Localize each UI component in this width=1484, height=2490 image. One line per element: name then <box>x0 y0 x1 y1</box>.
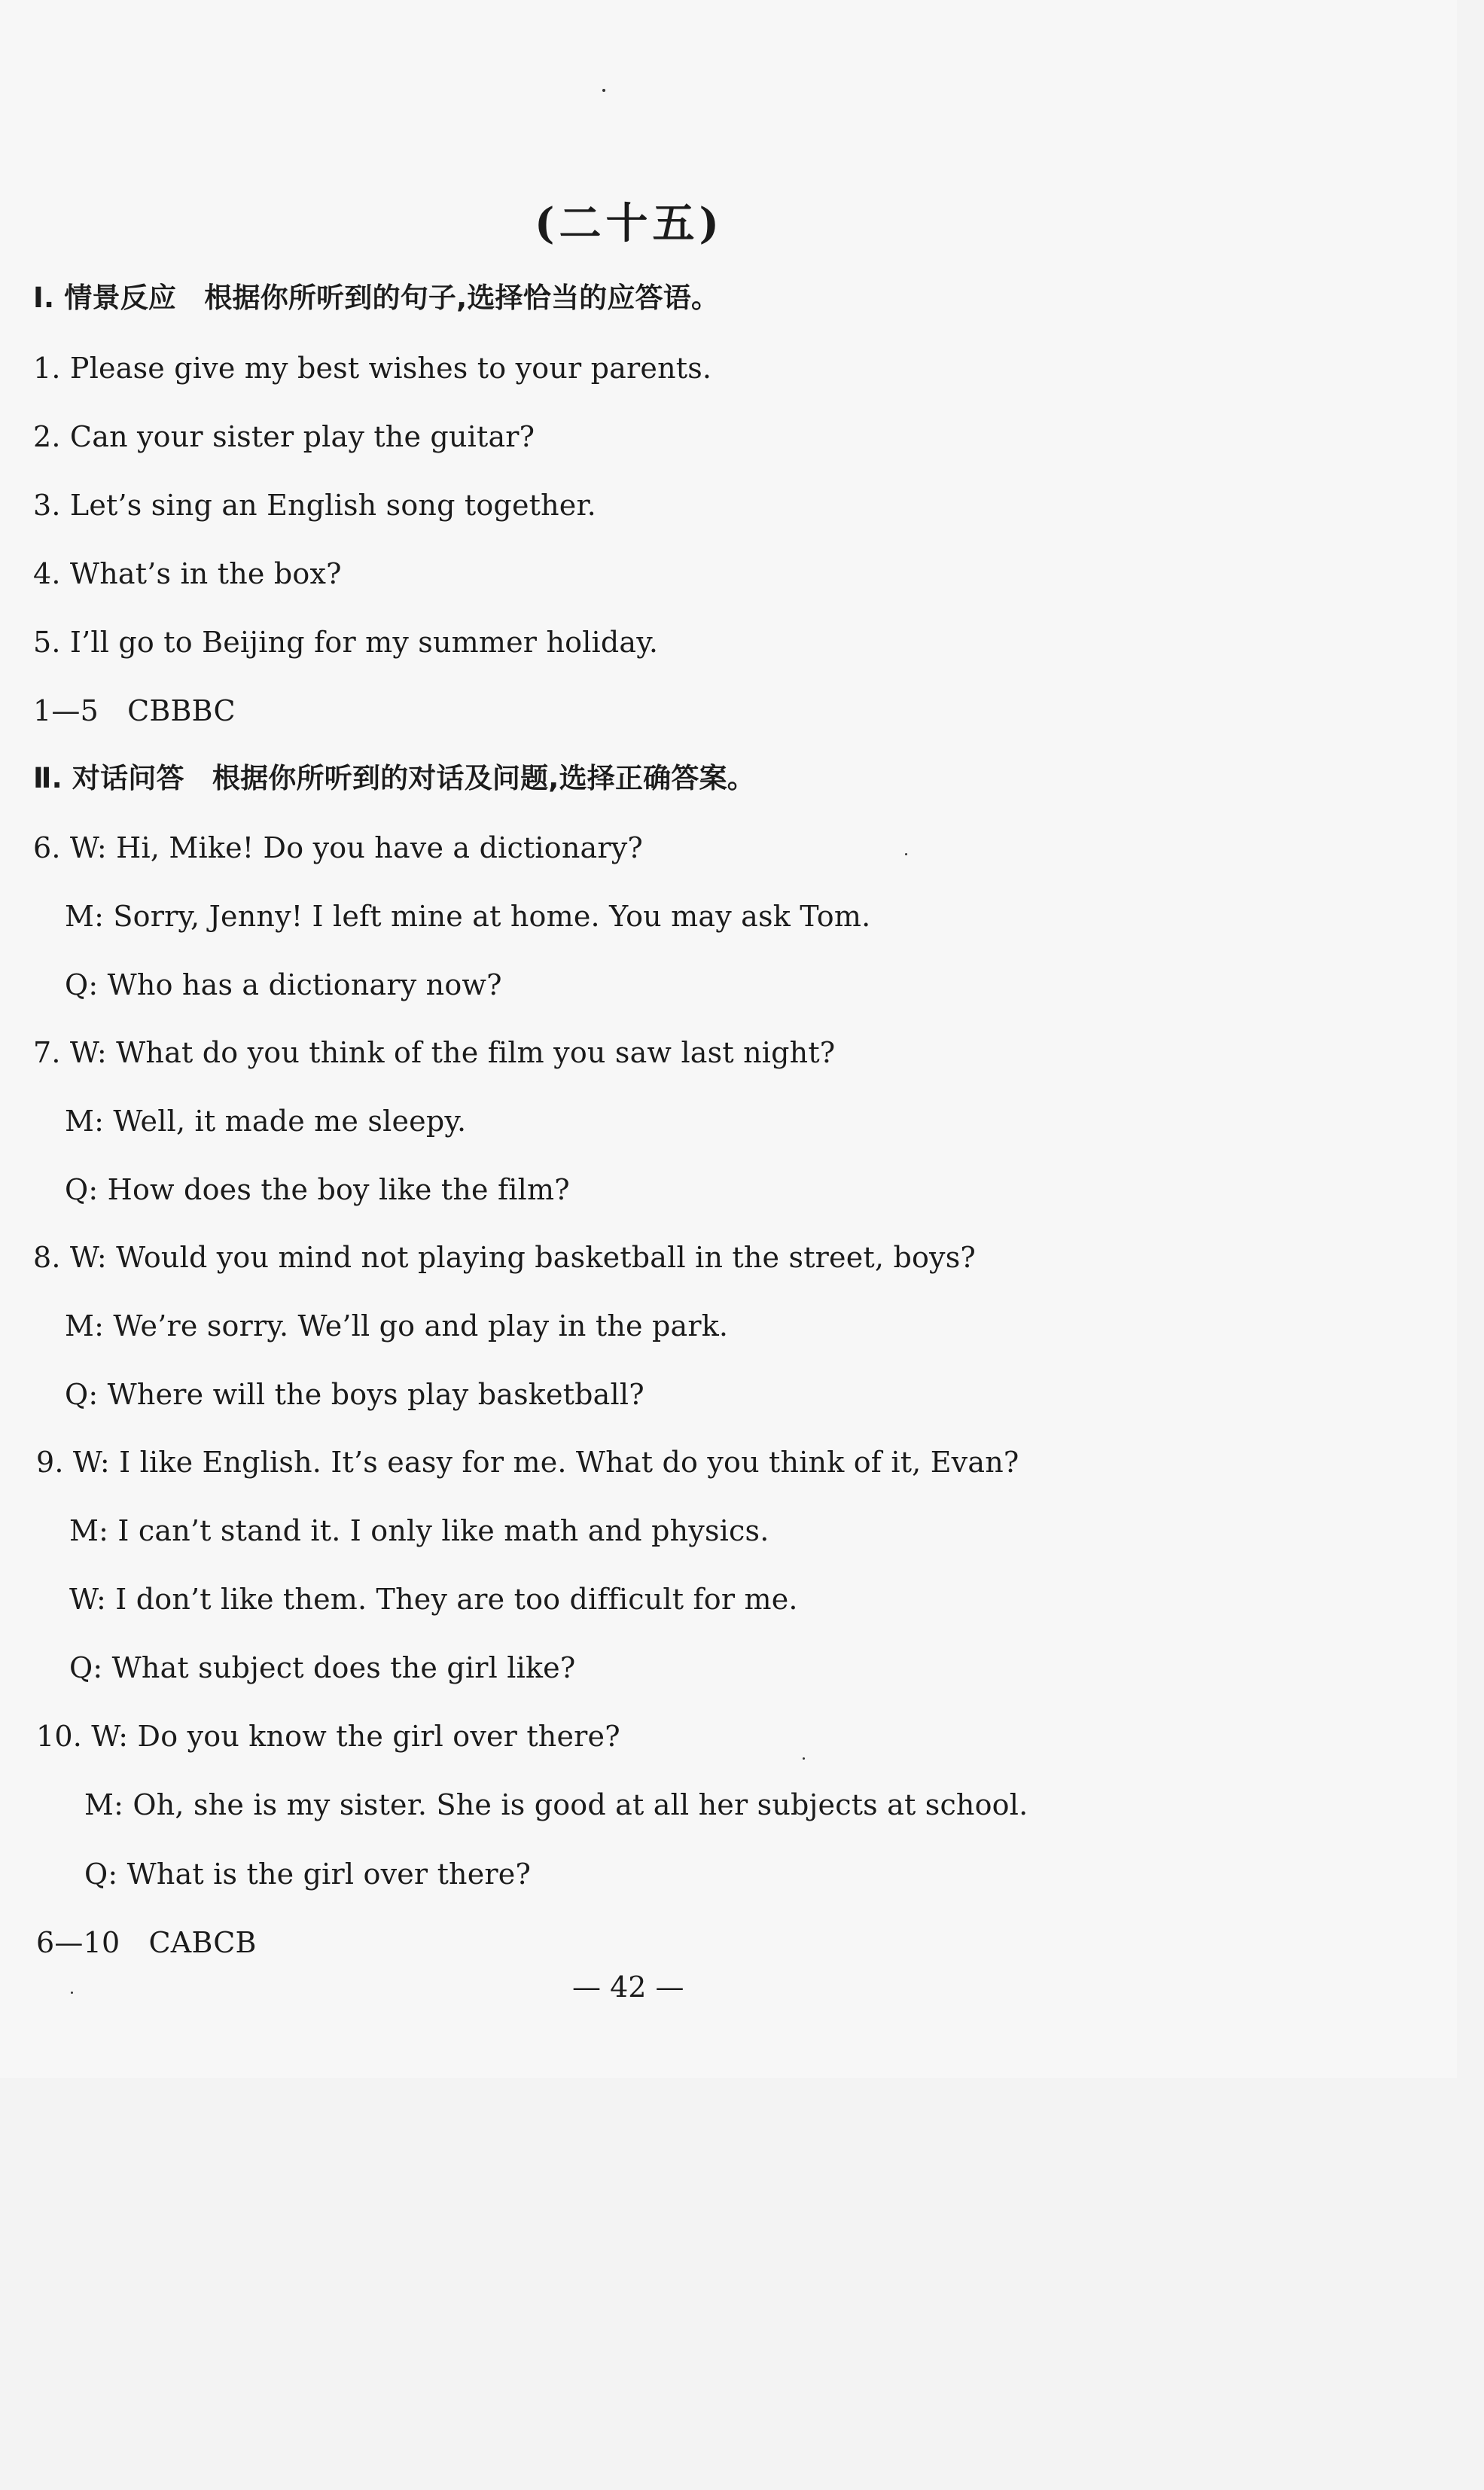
dialogue-line: Q: What subject does the girl like? <box>69 1651 576 1684</box>
dialogue-line: M: We’re sorry. We’ll go and play in the park. <box>65 1309 729 1343</box>
dialogue-line: M: Oh, she is my sister. She is good at all her subjects at school. <box>84 1788 1028 1821</box>
dialogue-line: 6. W: Hi, Mike! Do you have a dictionary? <box>33 831 643 864</box>
list-item: 1. Please give my best wishes to your parents. <box>33 352 712 385</box>
dialogue-line: M: Sorry, Jenny! I left mine at home. You may ask Tom. <box>65 900 871 933</box>
list-item: 4. What’s in the box? <box>33 557 342 590</box>
list-item: 5. I’ll go to Beijing for my summer holiday. <box>33 626 659 659</box>
section-1-answer: 1—5 CBBBC <box>33 694 236 727</box>
section-2-heading: Ⅱ. 对话问答 根据你所听到的对话及问题,选择正确答案。 <box>33 762 755 794</box>
scan-speck <box>602 89 605 92</box>
scan-speck <box>71 1992 73 1994</box>
dialogue-line: W: I don’t like them. They are too difficult for me. <box>69 1583 798 1616</box>
list-item: 2. Can your sister play the guitar? <box>33 420 535 453</box>
section-1-heading: Ⅰ. 情景反应 根据你所听到的句子,选择恰当的应答语。 <box>33 282 720 314</box>
section-2-answer: 6—10 CABCB <box>36 1926 257 1959</box>
dialogue-line: 10. W: Do you know the girl over there? <box>36 1720 620 1753</box>
dialogue-line: 7. W: What do you think of the film you saw last night? <box>33 1036 836 1069</box>
dialogue-line: Q: Where will the boys play basketball? <box>65 1378 644 1411</box>
dialogue-line: Q: How does the boy like the film? <box>65 1173 570 1206</box>
scan-speck <box>905 853 907 855</box>
dialogue-line: M: I can’t stand it. I only like math and physics. <box>69 1514 769 1547</box>
page-title: (二十五) <box>535 199 724 248</box>
dialogue-line: Q: Who has a dictionary now? <box>65 968 502 1001</box>
page-number: — 42 — <box>572 1970 684 2004</box>
dialogue-line: 9. W: I like English. It’s easy for me. What do you think of it, Evan? <box>36 1446 1019 1479</box>
dialogue-line: Q: What is the girl over there? <box>84 1858 532 1891</box>
list-item: 3. Let’s sing an English song together. <box>33 489 596 522</box>
dialogue-line: M: Well, it made me sleepy. <box>65 1105 467 1138</box>
scan-speck <box>803 1757 805 1760</box>
dialogue-line: 8. W: Would you mind not playing basketball in the street, boys? <box>33 1241 976 1274</box>
